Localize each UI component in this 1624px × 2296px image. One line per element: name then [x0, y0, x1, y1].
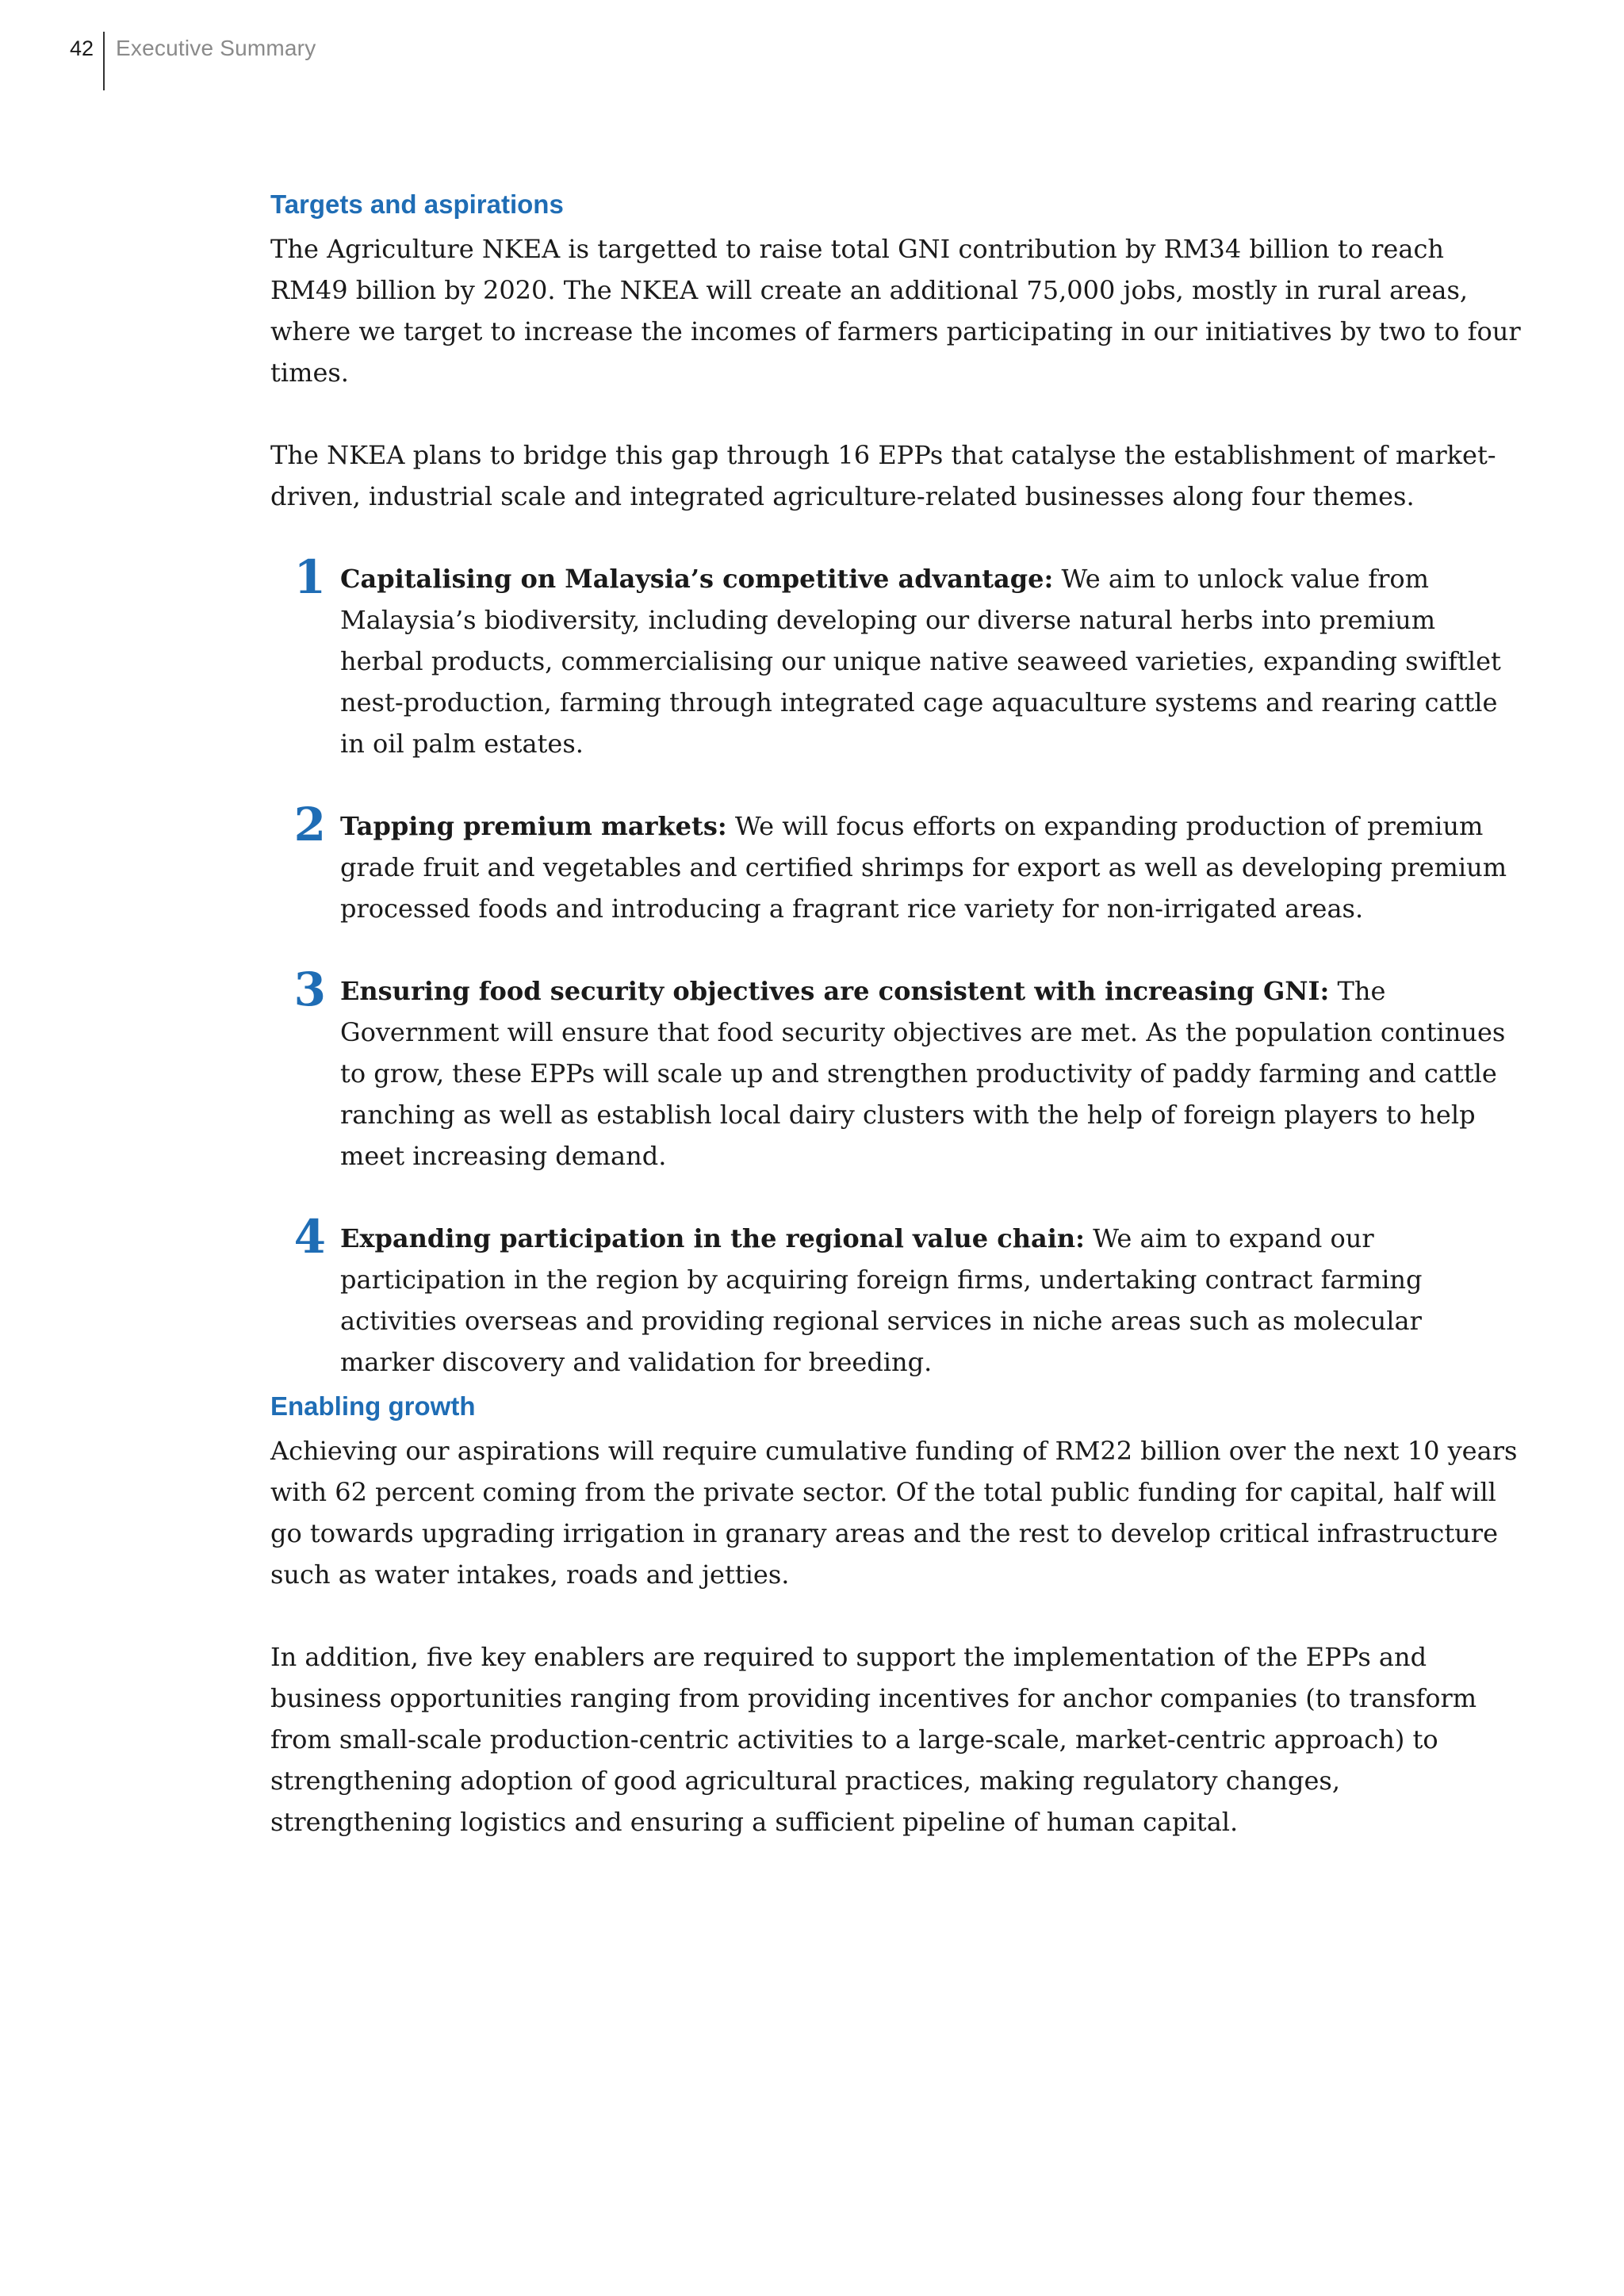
targets-paragraph-2: The NKEA plans to bridge this gap through 16 EPPs that catalyse the establishment of market-driven, industrial scale and integrated agriculture-related businesses along four themes. — [270, 440, 1496, 511]
enabling-paragraph-1: Achieving our aspirations will require cumulative funding of RM22 billion over the next 10 years with 62 percent coming from the private sector. Of the total public funding for capital, half will go towards upgrading irrigation in granary areas and the rest to develop critical infrastructure such as water intakes, roads and jetties. — [270, 1436, 1518, 1590]
page-number: 42 — [70, 36, 94, 60]
enabling-paragraph-2: In addition, five key enablers are required to support the implementation of the EPPs and business opportunities ranging from providing incentives for anchor companies (to transform from small-scale production-centric activities to a large-scale, market-centric approach) to strengthening adoption of good agricultural practices, making regulatory changes, strengthening logistics and ensuring a sufficient pipeline of human capital. — [270, 1642, 1477, 1837]
theme-description: We will focus efforts on expanding production of premium grade fruit and vegetables and certified shrimps for export as well as developing premium processed foods and introducing a fragrant rice variety for non-irrigated areas. — [340, 811, 1507, 924]
heading-enabling-growth: Enabling growth — [270, 1391, 476, 1421]
targets-paragraph-1: The Agriculture NKEA is targetted to raise total GNI contribution by RM34 billion to reach RM49 billion by 2020. The NKEA will create an additional 75,000 jobs, mostly in rural areas, where we target to increase the incomes of farmers participating in our initiatives by two to four times. — [270, 234, 1521, 388]
theme-title: Tapping premium markets: — [340, 811, 727, 841]
theme-number: 2 — [293, 798, 326, 851]
theme-item-3 — [270, 962, 1523, 1177]
theme-title: Capitalising on Malaysia’s competitive advantage: — [340, 564, 1054, 594]
theme-text — [340, 806, 1523, 929]
spacer — [270, 764, 1523, 806]
theme-title: Ensuring food security objectives are consistent with increasing GNI: — [340, 976, 1330, 1006]
heading-targets: Targets and aspirations — [270, 189, 564, 219]
theme-number: 1 — [293, 550, 326, 604]
spacer — [270, 929, 1523, 970]
theme-description: We aim to unlock value from Malaysia’s biodiversity, including developing our diverse natural herbs into premium herbal products, commercialising our unique native seaweed varieties, expanding swiftlet nest-production, farming through integrated cage aquaculture systems and rearing cattle in oil palm estates. — [340, 564, 1501, 759]
main-content — [270, 181, 1523, 1843]
spacer — [270, 517, 1523, 558]
theme-text — [340, 970, 1523, 1177]
theme-number: 4 — [293, 1210, 326, 1264]
spacer — [270, 1595, 1523, 1636]
page-header — [70, 32, 316, 90]
theme-text — [340, 558, 1523, 764]
theme-item-1 — [270, 550, 1523, 764]
theme-text — [340, 1218, 1523, 1383]
theme-number: 3 — [293, 962, 326, 1016]
spacer — [270, 393, 1523, 434]
theme-item-2 — [270, 798, 1523, 929]
theme-item-4 — [270, 1210, 1523, 1383]
theme-title: Expanding participation in the regional value chain: — [340, 1223, 1085, 1253]
section-title: Executive Summary — [116, 36, 316, 60]
spacer — [270, 1177, 1523, 1218]
theme-description: We aim to expand our participation in the region by acquiring foreign firms, undertaking contract farming activities overseas and providing regional services in niche areas such as molecular marker discovery and validation for breeding. — [340, 1223, 1423, 1377]
theme-description: The Government will ensure that food security objectives are met. As the population continues to grow, these EPPs will scale up and strengthen productivity of paddy farming and cattle ranching as well as establish local dairy clusters with the help of foreign players to help meet increasing demand. — [340, 976, 1506, 1171]
